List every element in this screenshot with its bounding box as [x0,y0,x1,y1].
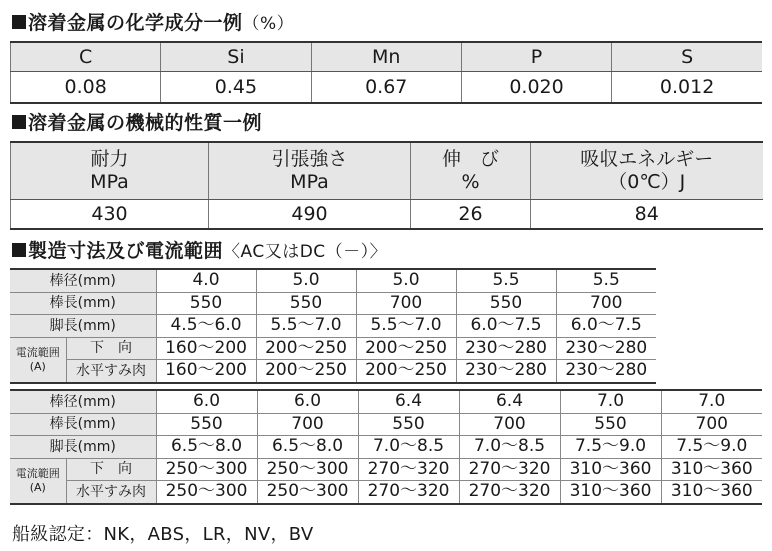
value-cell: 6.0～7.5 [456,315,556,338]
value-cell: 270～320 [459,458,560,481]
value-cell: 550 [156,413,257,436]
value-cell: 6.4 [358,390,459,413]
sizes-subtitle: 〈AC又はDC（－）〉 [223,242,388,262]
current-range-line2: (A) [29,480,46,494]
value-cell: 230～280 [556,360,656,383]
header-line1: 引張強さ [271,148,348,171]
size-table-2 [10,389,762,505]
value-cell: 550 [156,292,256,315]
current-range-line1: 電流範囲 [15,345,60,359]
value-cell: 6.4 [459,390,560,413]
value-cell: 5.5～7.0 [256,315,356,338]
current-range-line1: 電流範囲 [15,466,60,480]
value-cell: 0.45 [161,72,311,104]
chemical-header-row [11,42,763,72]
current-range-line2: (A) [29,359,46,373]
value-cell: 200～250 [256,337,356,360]
header-cell [209,142,411,200]
value-cell: 310～360 [560,481,661,504]
horizontal-row [10,360,656,383]
value-cell: 6.5～8.0 [156,436,257,459]
value-cell: 6.0 [156,390,257,413]
value-cell: 7.5～9.0 [560,436,661,459]
value-cell: 230～280 [556,337,656,360]
value-cell: 200～250 [256,360,356,383]
mechanical-title: 溶着金属の機械的性質一例 [28,112,263,134]
value-cell: 230～280 [456,360,556,383]
value-cell: 270～320 [358,481,459,504]
header-cell [11,142,209,200]
value-cell: 310～360 [661,458,762,481]
mechanical-value-row [11,200,763,230]
value-cell: 550 [256,292,356,315]
header-line2: % [461,171,480,193]
value-cell: 6.0 [257,390,358,413]
mechanical-heading [12,108,262,135]
value-cell: 430 [11,200,209,230]
value-cell: 200～250 [356,360,456,383]
value-cell: 700 [661,413,762,436]
value-cell: 26 [411,200,531,230]
horizontal-row [10,481,762,504]
value-cell: 550 [456,292,556,315]
header-line2: （0℃）J [608,171,686,193]
value-cell: 5.0 [256,269,356,292]
value-cell: 7.0～8.5 [459,436,560,459]
size-table-1 [10,268,656,384]
row-label-horizontal: 水平すみ肉 [66,481,156,504]
sizes-heading [12,236,387,263]
row-label-downhand: 下 向 [66,337,156,360]
value-cell: 700 [356,292,456,315]
value-cell: 7.5～9.0 [661,436,762,459]
chemical-value-row [11,72,763,104]
value-cell: 0.08 [11,72,161,104]
header-line1: 吸収エネルギー [580,148,714,171]
value-cell: 700 [556,292,656,315]
value-cell: 6.0～7.5 [556,315,656,338]
current-range-label [10,337,66,383]
mechanical-header-row [11,142,763,200]
value-cell: 7.0～8.5 [358,436,459,459]
header-cell: S [612,42,762,72]
downhand-row [10,337,656,360]
value-cell: 6.5～8.0 [257,436,358,459]
value-cell: 5.5 [556,269,656,292]
header-cell [531,142,763,200]
value-cell: 5.5 [456,269,556,292]
row-label-length: 棒長(mm) [10,292,156,315]
row-label-diameter: 棒径(mm) [10,269,156,292]
value-cell: 310～360 [560,458,661,481]
value-cell: 250～300 [156,458,257,481]
header-cell: P [461,42,611,72]
value-cell: 200～250 [356,337,456,360]
certification-text: 船級認定：NK，ABS，LR，NV，BV [12,524,314,545]
value-cell: 84 [531,200,763,230]
value-cell: 550 [560,413,661,436]
value-cell: 270～320 [358,458,459,481]
row-label-leg: 脚長(mm) [10,315,156,338]
value-cell: 490 [209,200,411,230]
sizes-title: 製造寸法及び電流範囲 [28,240,224,262]
value-cell: 700 [257,413,358,436]
value-cell: 0.012 [612,72,762,104]
length-row [10,413,762,436]
value-cell: 550 [358,413,459,436]
value-cell: 230～280 [456,337,556,360]
header-line2: MPa [290,171,329,193]
header-cell [411,142,531,200]
header-line2: MPa [90,171,129,193]
header-line1: 伸 び [441,148,499,171]
row-label-leg: 脚長(mm) [10,436,156,459]
value-cell: 160～200 [156,360,256,383]
row-label-horizontal: 水平すみ肉 [66,360,156,383]
current-range-label [10,458,66,504]
row-label-length: 棒長(mm) [10,413,156,436]
header-line1: 耐力 [90,148,129,171]
mechanical-table [10,141,763,230]
value-cell: 0.020 [461,72,611,104]
value-cell: 160～200 [156,337,256,360]
diameter-row [10,390,762,413]
diameter-row [10,269,656,292]
header-cell: Mn [311,42,461,72]
value-cell: 5.0 [356,269,456,292]
square-bullet-icon [12,243,26,257]
value-cell: 5.5～7.0 [356,315,456,338]
length-row [10,292,656,315]
header-cell: Si [161,42,311,72]
value-cell: 4.0 [156,269,256,292]
chemical-unit: （%） [242,14,295,34]
chemical-table [10,41,762,104]
downhand-row [10,458,762,481]
chemical-title: 溶着金属の化学成分一例 [28,12,243,34]
value-cell: 7.0 [661,390,762,413]
row-label-downhand: 下 向 [66,458,156,481]
value-cell: 0.67 [311,72,461,104]
value-cell: 270～320 [459,481,560,504]
row-label-diameter: 棒径(mm) [10,390,156,413]
square-bullet-icon [12,15,26,29]
header-cell: C [11,42,161,72]
value-cell: 7.0 [560,390,661,413]
value-cell: 250～300 [156,481,257,504]
value-cell: 250～300 [257,458,358,481]
leg-row [10,315,656,338]
value-cell: 4.5～6.0 [156,315,256,338]
chemical-heading [12,8,294,35]
value-cell: 310～360 [661,481,762,504]
value-cell: 250～300 [257,481,358,504]
square-bullet-icon [12,115,26,129]
value-cell: 700 [459,413,560,436]
leg-row [10,436,762,459]
